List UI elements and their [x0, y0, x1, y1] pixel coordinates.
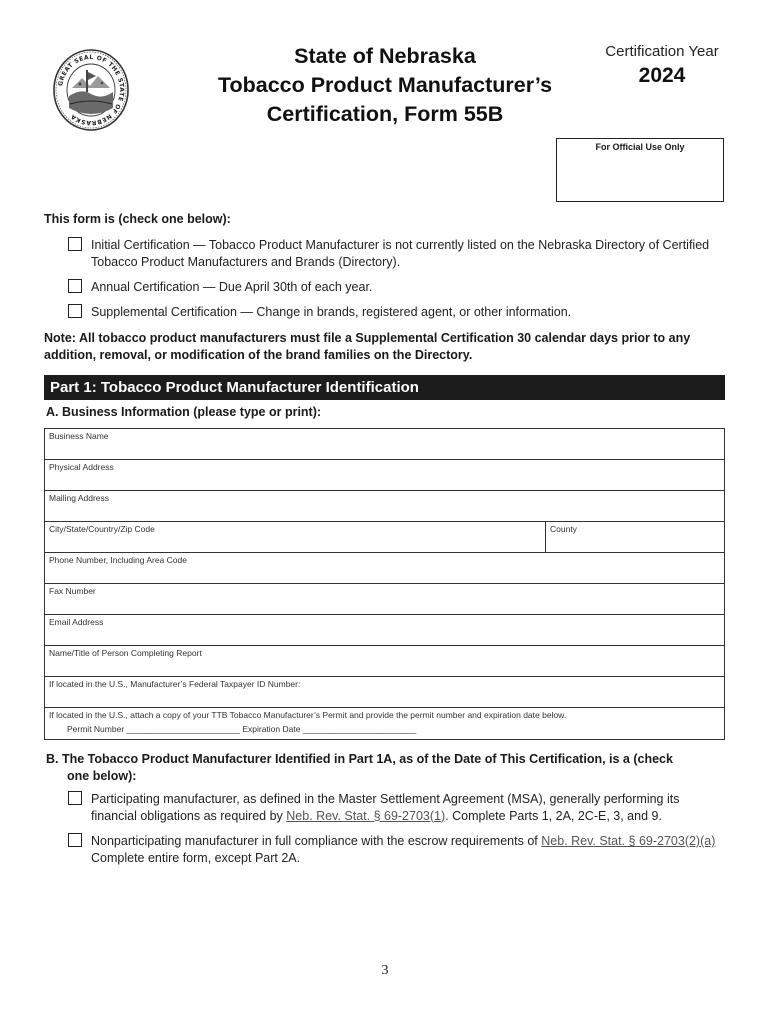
ttb-permit-note: If located in the U.S., attach a copy of your TTB Tobacco Manufacturer’s Permit and provide the permit number and expiration date below.: [49, 710, 567, 720]
city-state-zip-label: City/State/Country/Zip Code: [49, 524, 155, 534]
email-address-label: Email Address: [49, 617, 104, 627]
fax-number-field[interactable]: [44, 583, 725, 615]
business-name-field[interactable]: [44, 428, 725, 460]
email-address-field[interactable]: [44, 614, 725, 646]
physical-address-field[interactable]: [44, 459, 725, 491]
initial-certification-label: Initial Certification — Tobacco Product Manufacturer is not currently listed on the Nebraska Directory of Certified Tobacco Product Manufacturers and Brands (Directory).: [91, 238, 710, 269]
part-1-heading: Part 1: Tobacco Product Manufacturer Identification: [44, 375, 725, 400]
participating-manufacturer-label: [91, 791, 721, 824]
fax-number-label: Fax Number: [49, 586, 96, 596]
nonparticipating-line-2: Complete entire form, except Part 2A.: [91, 850, 301, 865]
phone-number-label: Phone Number, Including Area Code: [49, 555, 187, 565]
county-label: County: [550, 524, 577, 534]
title-line-3: Certification, Form 55B: [266, 102, 504, 126]
nonparticipating-manufacturer-label: [91, 833, 731, 866]
title-line-2: Tobacco Product Manufacturer’s: [217, 73, 553, 97]
federal-taxpayer-id-label: If located in the U.S., Manufacturer’s Federal Taxpayer ID Number:: [49, 679, 301, 689]
participating-line-2: [91, 808, 721, 825]
mailing-address-label: Mailing Address: [49, 493, 110, 503]
title-line-1: State of Nebraska: [294, 44, 476, 68]
certification-year-label: Certification Year: [605, 43, 719, 60]
person-completing-report-label: Name/Title of Person Completing Report: [49, 648, 202, 658]
nonparticipating-text-pre: Nonparticipating manufacturer in full compliance with the escrow requirements of: [91, 834, 542, 848]
person-completing-report-field[interactable]: [44, 645, 725, 677]
business-name-label: Business Name: [49, 431, 109, 441]
section-b-line-1: B. The Tobacco Product Manufacturer Identified in Part 1A, as of the Date of This Certification, is a (check: [46, 752, 673, 766]
section-a-heading: A. Business Information (please type or print):: [46, 405, 322, 419]
physical-address-label: Physical Address: [49, 462, 114, 472]
nonparticipating-line-1: [91, 833, 731, 850]
statute-69-2703-1-link[interactable]: Neb. Rev. Stat. § 69-2703(1): [286, 808, 446, 823]
check-one-heading: This form is (check one below):: [44, 212, 231, 226]
page-number: 3: [381, 963, 389, 978]
annual-certification-label: Annual Certification — Due April 30th of each year.: [91, 280, 373, 294]
mailing-address-field[interactable]: [44, 490, 725, 522]
seal-text: GREAT SEAL OF THE STATE OF NEBRASKA: [57, 53, 126, 127]
supplemental-certification-checkbox[interactable]: [68, 304, 82, 318]
supplemental-certification-label: Supplemental Certification — Change in brands, registered agent, or other information.: [91, 305, 572, 319]
statute-69-2703-2a-link[interactable]: Neb. Rev. Stat. § 69-2703(2)(a): [541, 834, 716, 848]
federal-taxpayer-id-field[interactable]: [44, 676, 725, 708]
nonparticipating-manufacturer-checkbox[interactable]: [68, 833, 82, 847]
city-state-zip-field[interactable]: [44, 521, 725, 553]
official-use-box: [556, 138, 724, 202]
phone-number-field[interactable]: [44, 552, 725, 584]
participating-text-post: . Complete Parts 1, 2A, 2C-E, 3, and 9.: [445, 808, 662, 823]
participating-manufacturer-checkbox[interactable]: [68, 791, 82, 805]
certification-year: 2024: [638, 64, 686, 87]
form-title: [180, 42, 590, 129]
participating-text-pre: financial obligations as required by: [91, 808, 287, 823]
initial-certification-checkbox[interactable]: [68, 237, 82, 251]
participating-line-1: Participating manufacturer, as defined in the Master Settlement Agreement (MSA), generally performing its: [91, 792, 680, 806]
official-use-label: For Official Use Only: [595, 142, 685, 152]
supplemental-note: Note: All tobacco product manufacturers must file a Supplemental Certification 30 calendar days prior to any addition, removal, or modification of the brand families on the Directory.: [44, 331, 691, 362]
annual-certification-checkbox[interactable]: [68, 279, 82, 293]
county-field[interactable]: [545, 522, 724, 552]
section-b-line-2: one below):: [67, 768, 137, 783]
state-seal-icon: [52, 48, 130, 132]
section-b-heading: [46, 751, 726, 784]
permit-number-expiration-line: Permit Number ________________________ Expiration Date ________________________: [67, 724, 417, 734]
ttb-permit-field[interactable]: [44, 707, 725, 740]
